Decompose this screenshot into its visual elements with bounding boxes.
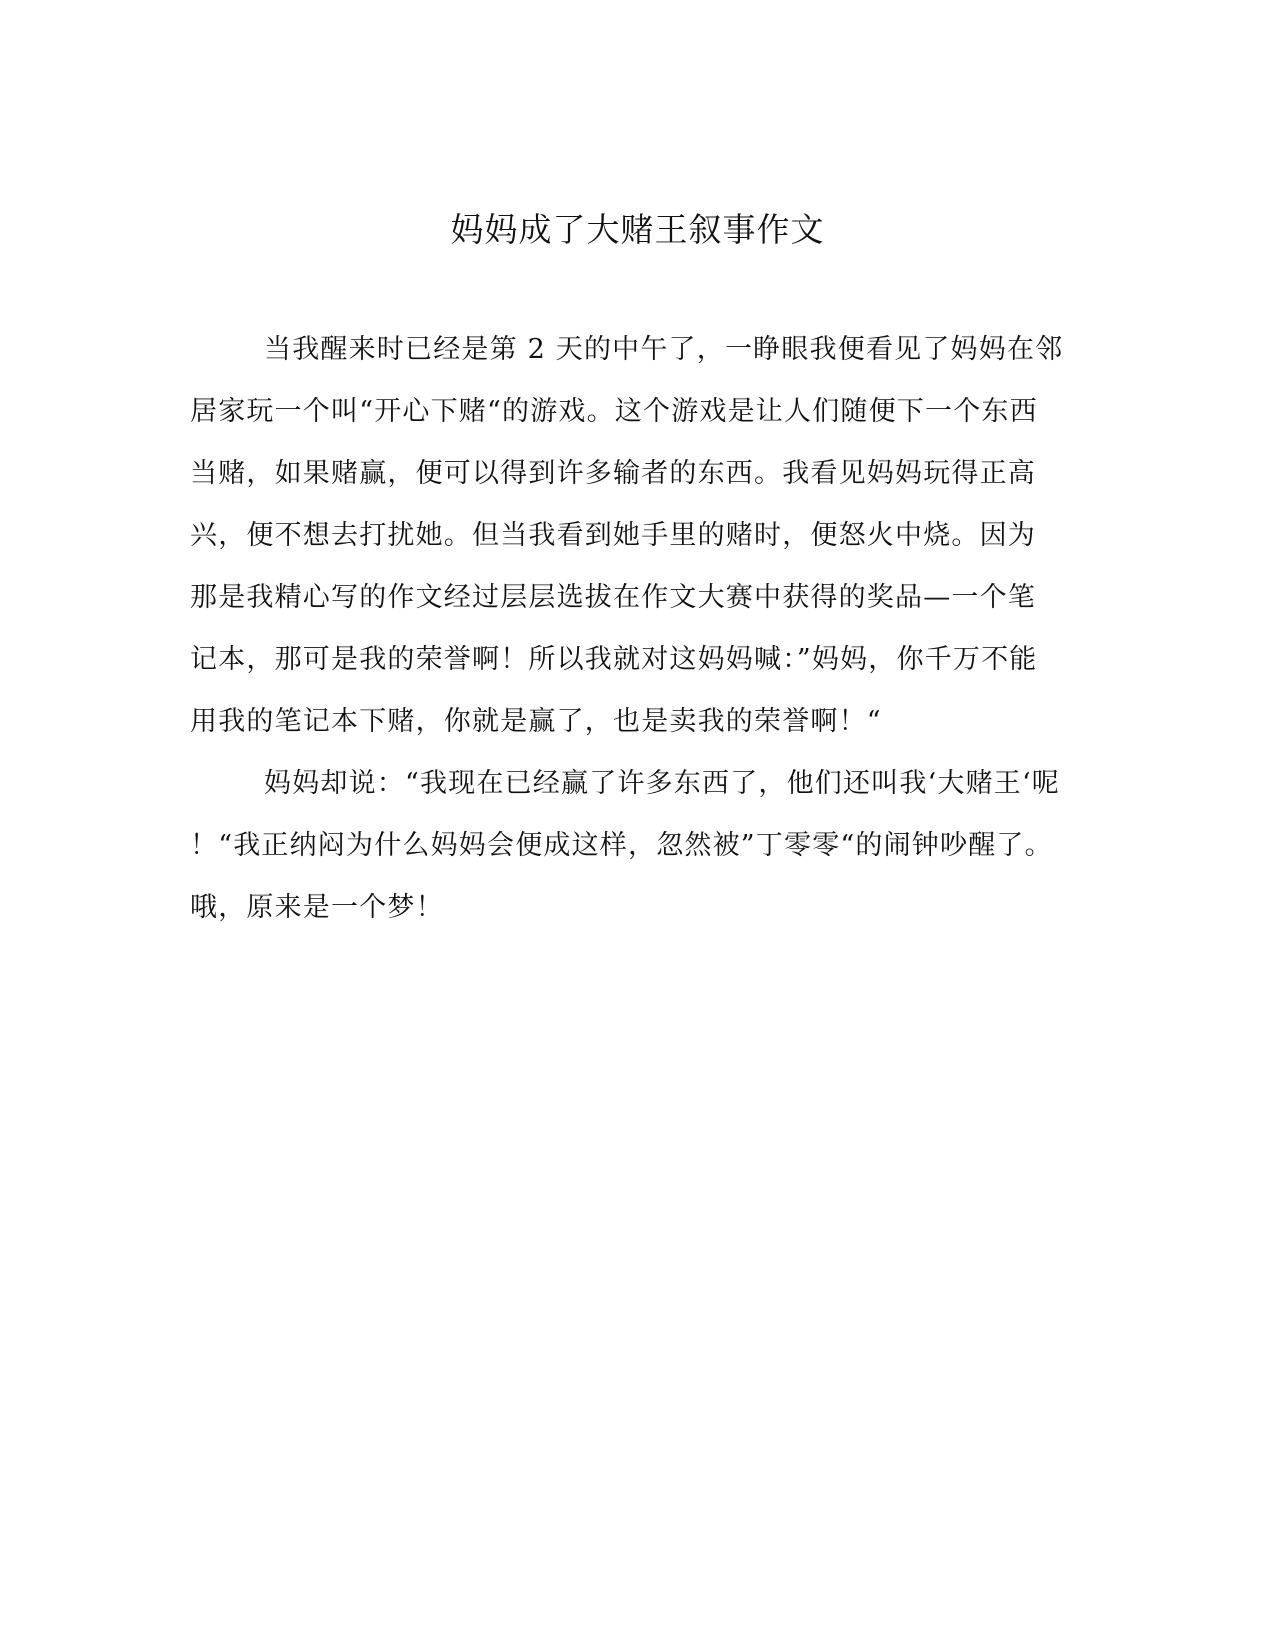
text-line: 记本，那可是我的荣誉啊！所以我就对这妈妈喊：”妈妈，你千万不能 — [190, 644, 1038, 675]
text-line: 妈妈却说：“我现在已经赢了许多东西了，他们还叫我‘大赌王‘呢 — [264, 768, 1060, 799]
text-line: 那是我精心写的作文经过层层选拔在作文大赛中获得的奖品—一个笔 — [190, 582, 1036, 613]
paragraph — [190, 764, 1082, 950]
text-line: 当赌，如果赌赢，便可以得到许多输者的东西。我看见妈妈玩得正高 — [190, 458, 1036, 489]
text-line: 兴，便不想去打扰她。但当我看到她手里的赌时，便怒火中烧。因为 — [190, 520, 1036, 551]
text-line: 居家玩一个叫“开心下赌“的游戏。这个游戏是让人们随便下一个东西 — [190, 396, 1038, 427]
text-line: ！“我正纳闷为什么妈妈会便成这样，忽然被”丁零零“的闹钟吵醒了。 — [190, 830, 1053, 861]
document-title: 妈妈成了大赌王叙事作文 — [450, 210, 825, 249]
text-line: 当我醒来时已经是第 2 天的中午了，一睁眼我便看见了妈妈在邻 — [264, 334, 1064, 365]
text-line: 用我的笔记本下赌，你就是赢了，也是卖我的荣誉啊！“ — [190, 706, 882, 737]
document-body — [190, 330, 1082, 950]
text-line: 哦，原来是一个梦！ — [190, 892, 444, 923]
paragraph — [190, 330, 1082, 764]
